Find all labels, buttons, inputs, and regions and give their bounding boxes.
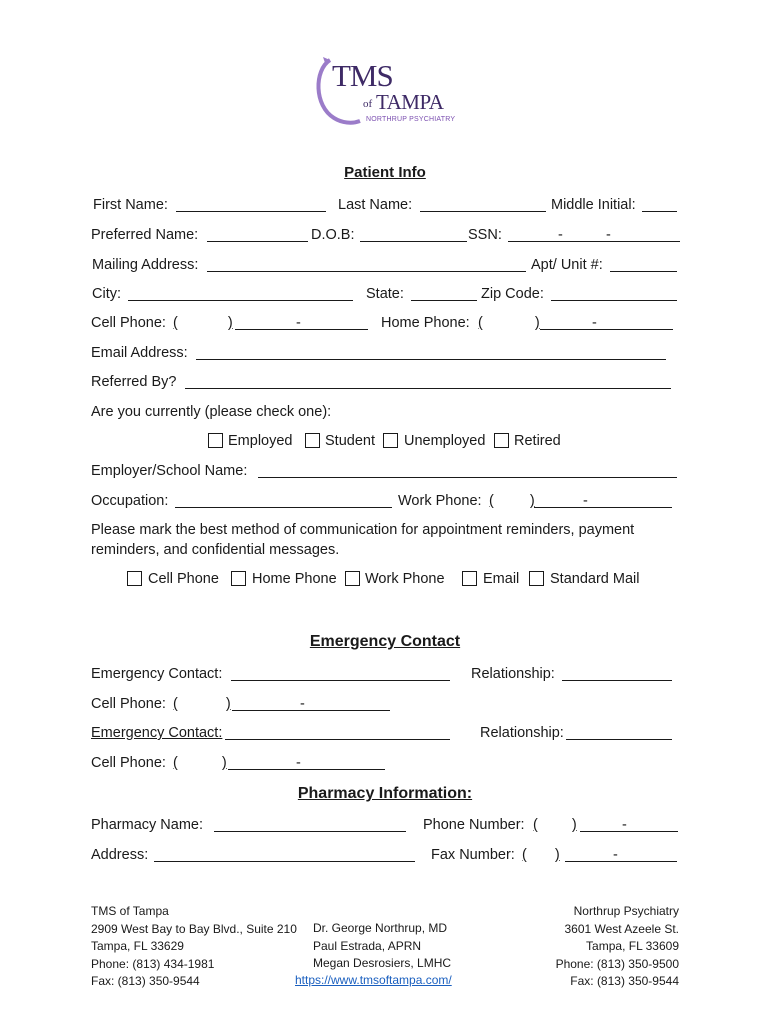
footer-center-block bbox=[313, 920, 451, 973]
email-option-label: Email bbox=[483, 571, 520, 587]
emergency-contact-1-field[interactable] bbox=[231, 680, 450, 681]
employed-label: Employed bbox=[228, 433, 293, 449]
last-name-field[interactable] bbox=[420, 211, 546, 212]
website-link[interactable]: https://www.tmsoftampa.com/ bbox=[295, 973, 452, 987]
footer-left-block bbox=[91, 903, 297, 991]
email-checkbox[interactable] bbox=[462, 571, 477, 586]
referred-by-label: Referred By? bbox=[91, 374, 177, 390]
logo-tms-text: TMS bbox=[332, 58, 393, 93]
communication-instructions-line2: reminders, and confidential messages. bbox=[91, 542, 340, 558]
footer-left-line: Phone: (813) 434-1981 bbox=[91, 956, 215, 971]
student-label: Student bbox=[325, 433, 375, 449]
patient-info-heading: Patient Info bbox=[344, 164, 426, 181]
footer-right-line: Northrup Psychiatry bbox=[573, 904, 679, 918]
pharmacy-fax-area-code[interactable]: ( ) bbox=[522, 847, 560, 863]
footer-center-line: Megan Desrosiers, LMHC bbox=[313, 956, 452, 970]
mailing-address-label: Mailing Address: bbox=[92, 257, 199, 273]
standard-mail-checkbox[interactable] bbox=[529, 571, 544, 586]
unemployed-label: Unemployed bbox=[404, 433, 486, 449]
dob-label: D.O.B: bbox=[311, 227, 355, 243]
retired-checkbox[interactable] bbox=[494, 433, 509, 448]
employer-field[interactable] bbox=[258, 477, 677, 478]
emergency-cell-1-field[interactable] bbox=[232, 710, 390, 711]
emergency-cell-1-dash: - bbox=[300, 696, 305, 712]
ssn-label: SSN: bbox=[468, 227, 502, 243]
relationship-2-label: Relationship: bbox=[480, 725, 564, 741]
emergency-cell-2-dash: - bbox=[296, 755, 301, 771]
state-label: State: bbox=[366, 286, 404, 302]
employed-checkbox[interactable] bbox=[208, 433, 223, 448]
ssn-dash-1: - bbox=[558, 227, 563, 243]
communication-instructions-line1: Please mark the best method of communication for appointment reminders, payment bbox=[91, 522, 635, 538]
logo-subtitle: NORTHRUP PSYCHIATRY bbox=[366, 116, 456, 123]
city-field[interactable] bbox=[128, 300, 353, 301]
email-field[interactable] bbox=[196, 359, 666, 360]
footer-right-line: 3601 West Azeele St. bbox=[564, 921, 679, 936]
first-name-label: First Name: bbox=[93, 197, 168, 213]
city-label: City: bbox=[92, 286, 121, 302]
state-field[interactable] bbox=[411, 300, 477, 301]
work-phone-field[interactable] bbox=[534, 507, 672, 508]
first-name-field[interactable] bbox=[176, 211, 326, 212]
pharmacy-fax-field[interactable] bbox=[565, 861, 677, 862]
preferred-name-label: Preferred Name: bbox=[91, 227, 199, 243]
emergency-cell-2-field[interactable] bbox=[228, 769, 385, 770]
emergency-contact-heading: Emergency Contact bbox=[309, 633, 461, 650]
pharmacy-phone-area-code[interactable]: ( ) bbox=[533, 817, 577, 833]
relationship-1-label: Relationship: bbox=[471, 666, 555, 682]
last-name-label: Last Name: bbox=[338, 197, 413, 213]
zip-label: Zip Code: bbox=[481, 286, 544, 302]
emergency-contact-2-field[interactable] bbox=[225, 739, 450, 740]
apt-label: Apt/ Unit #: bbox=[531, 257, 603, 273]
preferred-name-field[interactable] bbox=[207, 241, 308, 242]
home-phone-option-label: Home Phone bbox=[252, 571, 337, 587]
footer-left-line: TMS of Tampa bbox=[91, 904, 169, 918]
pharmacy-phone-label: Phone Number: bbox=[423, 817, 525, 833]
footer-right-line: Fax: (813) 350-9544 bbox=[570, 974, 679, 988]
home-phone-area-code[interactable]: ( ) bbox=[478, 315, 540, 331]
footer-center-line: Paul Estrada, APRN bbox=[313, 938, 422, 953]
apt-field[interactable] bbox=[610, 271, 677, 272]
footer-left-line: 2909 West Bay to Bay Blvd., Suite 210 bbox=[91, 921, 297, 936]
relationship-2-field[interactable] bbox=[566, 739, 672, 740]
footer-right-line: Tampa, FL 33609 bbox=[586, 939, 679, 953]
referred-by-field[interactable] bbox=[185, 388, 671, 389]
home-phone-dash: - bbox=[592, 315, 597, 331]
work-phone-checkbox[interactable] bbox=[345, 571, 360, 586]
home-phone-field[interactable] bbox=[540, 329, 673, 330]
pharmacy-name-field[interactable] bbox=[214, 831, 406, 832]
occupation-field[interactable] bbox=[175, 507, 392, 508]
work-phone-area-code[interactable]: ( ) bbox=[489, 493, 535, 509]
tms-of-tampa-logo bbox=[312, 48, 462, 128]
pharmacy-phone-field[interactable] bbox=[580, 831, 678, 832]
currently-label: Are you currently (please check one): bbox=[91, 404, 332, 420]
footer-url-wrapper bbox=[295, 972, 452, 990]
ssn-field[interactable] bbox=[508, 241, 680, 242]
email-label: Email Address: bbox=[91, 345, 188, 361]
cell-phone-label: Cell Phone: bbox=[91, 315, 166, 331]
pharmacy-information-heading: Pharmacy Information: bbox=[297, 785, 473, 802]
emergency-cell-2-label: Cell Phone: bbox=[91, 755, 166, 771]
pharmacy-address-label: Address: bbox=[91, 847, 149, 863]
cell-phone-area-code[interactable]: ( ) bbox=[173, 315, 233, 331]
emergency-cell-1-area-code[interactable]: ( ) bbox=[173, 696, 231, 712]
pharmacy-phone-dash: - bbox=[622, 817, 627, 833]
cell-phone-field[interactable] bbox=[235, 329, 368, 330]
pharmacy-fax-label: Fax Number: bbox=[431, 847, 515, 863]
home-phone-checkbox[interactable] bbox=[231, 571, 246, 586]
middle-initial-field[interactable] bbox=[642, 211, 677, 212]
pharmacy-address-field[interactable] bbox=[154, 861, 415, 862]
work-phone-dash: - bbox=[583, 493, 588, 509]
emergency-cell-1-label: Cell Phone: bbox=[91, 696, 166, 712]
zip-field[interactable] bbox=[551, 300, 677, 301]
footer-left-line: Tampa, FL 33629 bbox=[91, 939, 184, 953]
employer-label: Employer/School Name: bbox=[91, 463, 248, 479]
dob-field[interactable] bbox=[360, 241, 467, 242]
emergency-contact-1-label: Emergency Contact: bbox=[91, 666, 223, 682]
logo-of-text: of bbox=[363, 98, 373, 110]
emergency-contact-2-label: Emergency Contact: bbox=[91, 725, 223, 741]
home-phone-label: Home Phone: bbox=[381, 315, 470, 331]
footer-right-block bbox=[556, 903, 679, 991]
student-checkbox[interactable] bbox=[305, 433, 320, 448]
work-phone-label: Work Phone: bbox=[398, 493, 482, 509]
cell-phone-option-label: Cell Phone bbox=[148, 571, 219, 587]
mailing-address-field[interactable] bbox=[207, 271, 526, 272]
emergency-cell-2-area-code[interactable]: ( ) bbox=[173, 755, 227, 771]
logo-tampa-text: TAMPA bbox=[376, 90, 444, 114]
cell-phone-dash: - bbox=[296, 315, 301, 331]
ssn-dash-2: - bbox=[606, 227, 611, 243]
pharmacy-name-label: Pharmacy Name: bbox=[91, 817, 204, 833]
standard-mail-option-label: Standard Mail bbox=[550, 571, 640, 587]
middle-initial-label: Middle Initial: bbox=[551, 197, 636, 213]
cell-phone-checkbox[interactable] bbox=[127, 571, 142, 586]
footer-center-line: Dr. George Northrup, MD bbox=[313, 921, 448, 935]
relationship-1-field[interactable] bbox=[562, 680, 672, 681]
retired-label: Retired bbox=[514, 433, 561, 449]
footer-left-line: Fax: (813) 350-9544 bbox=[91, 974, 200, 988]
work-phone-option-label: Work Phone bbox=[365, 571, 445, 587]
footer-right-line: Phone: (813) 350-9500 bbox=[555, 956, 679, 971]
occupation-label: Occupation: bbox=[91, 493, 169, 509]
unemployed-checkbox[interactable] bbox=[383, 433, 398, 448]
pharmacy-fax-dash: - bbox=[613, 847, 618, 863]
